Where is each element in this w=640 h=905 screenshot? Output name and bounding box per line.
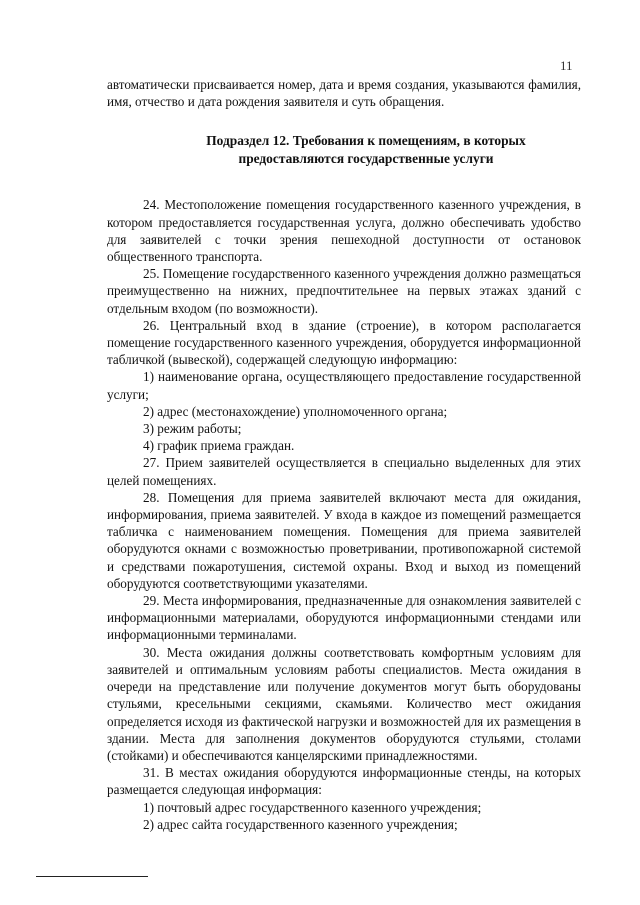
paragraph-list [107, 196, 581, 833]
footnote-separator [36, 876, 148, 877]
section-heading [107, 132, 581, 167]
section-heading-line-1: Подраздел 12. Требования к помещениям, в которых [206, 133, 526, 149]
list-item: 1) почтовый адрес государственного казенного учреждения; [143, 799, 482, 815]
paragraph: 27. Прием заявителей осуществляется в специально выделенных для этих целей помещениях. [107, 455, 581, 488]
paragraph: 24. Местоположение помещения государственного казенного учреждения, в котором предоставляется государственная услуга, должно обеспечивать удобство для заявителей с точки зрения пешеходной доступности от остановок общественного транспорта. [107, 197, 581, 265]
page-number: 11 [560, 58, 573, 73]
list-item: 3) режим работы; [143, 421, 242, 437]
paragraph: 31. В местах ожидания оборудуются информационные стенды, на которых размещается следующая информация: [107, 765, 581, 798]
list-item: 2) адрес сайта государственного казенного учреждения; [143, 816, 458, 832]
paragraph: 29. Места информирования, предназначенные для ознакомления заявителей с информационными материалами, оборудуются информационными стендами или информационными терминалами. [107, 593, 581, 643]
intro-paragraph: автоматически присваивается номер, дата и время создания, указываются фамилия, имя, отчество и дата рождения заявителя и суть обращения. [107, 77, 581, 110]
list-item: 4) график приема граждан. [143, 438, 295, 454]
list-item: 2) адрес (местонахождение) уполномоченного органа; [143, 403, 448, 419]
paragraph: 25. Помещение государственного казенного учреждения должно размещаться преимущественно на нижних, предпочтительнее на первых этажах зданий с отдельным входом (по возможности). [107, 266, 581, 316]
section-heading-line-2: предоставляются государственные услуги [238, 150, 494, 166]
paragraph: 1) наименование органа, осуществляющего предоставление государственной услуги; [107, 369, 581, 402]
paragraph: 26. Центральный вход в здание (строение), в котором располагается помещение государственного казенного учреждения, оборудуется информационной табличкой (вывеской), содержащей следующую информацию: [107, 317, 581, 368]
document-body [107, 76, 581, 833]
paragraph: 30. Места ожидания должны соответствовать комфортным условиям для заявителей и оптимальным условиям работы специалистов. Места ожидания в очереди на представление или получение документов могут быть оборудованы стульями, кресельными секциями, скамьями. Количество мест ожидания определяется исходя из фактической нагрузки и возможностей для их размещения в здании. Места для заполнения документов оборудуются стульями, столами (стойками) и обеспечиваются канцелярскими принадлежностями. [107, 644, 581, 763]
paragraph: 28. Помещения для приема заявителей включают места для ожидания, информирования, приема заявителей. У входа в каждое из помещений размещается табличка с наименованием помещения. Помещения для приема заявителей оборудуются окнами с возможностью проветривании, противопожарной системой и средствами пожаротушения, системой охраны. Вход и выход из помещений оборудуются соответствующими указателями. [107, 489, 581, 591]
